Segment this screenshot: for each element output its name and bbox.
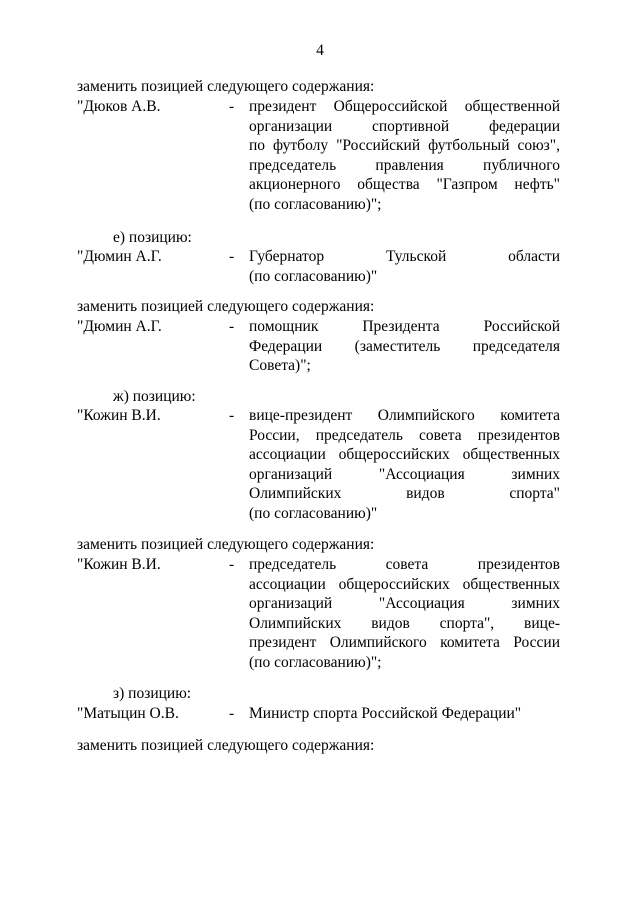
member-position: [249, 97, 560, 215]
position-line: организации спортивной федерации: [249, 117, 560, 135]
member-position: [249, 555, 560, 673]
position-line: Олимпийских видов спорта": [249, 485, 560, 503]
position-label: е) позицию:: [113, 229, 192, 246]
replace-instruction: заменить позицией следующего содержания:: [77, 536, 375, 553]
position-line: по футболу "Российский футбольный союз",: [249, 137, 560, 155]
position-line: председатель совета президентов: [249, 556, 560, 573]
member-name: "Кожин В.И.: [77, 407, 161, 424]
position-line: президент Общероссийской общественной: [249, 98, 560, 115]
position-line: организаций "Ассоциация зимних: [249, 465, 560, 483]
member-name: "Матыцин О.В.: [77, 705, 179, 722]
position-line: России, председатель совета президентов: [249, 426, 560, 444]
position-line: Федерации (заместитель председателя: [249, 337, 560, 355]
position-line: (по согласованию)": [249, 504, 378, 522]
position-line: Совета)";: [249, 357, 311, 375]
member-name: "Дюков А.В.: [77, 98, 161, 115]
entry-dash: -: [229, 248, 235, 265]
position-line: организаций "Ассоциация зимних: [249, 595, 560, 613]
position-line: вице-президент Олимпийского комитета: [249, 407, 560, 424]
member-name: "Дюмин А.Г.: [77, 248, 162, 265]
position-line: Министр спорта Российской Федерации": [249, 705, 522, 722]
position-line: помощник Президента Российской: [249, 318, 560, 335]
entry-dash: -: [229, 407, 235, 424]
position-line: ассоциации общероссийских общественных: [249, 446, 560, 464]
position-line: (по согласованию)";: [249, 653, 382, 671]
member-name: "Дюмин А.Г.: [77, 318, 162, 335]
position-label: з) позицию:: [113, 685, 192, 702]
position-label: ж) позицию:: [113, 388, 196, 405]
replace-instruction: заменить позицией следующего содержания:: [77, 78, 375, 95]
position-line: председатель правления публичного: [249, 156, 560, 174]
replace-instruction: заменить позицией следующего содержания:: [77, 298, 375, 315]
entry-dash: -: [229, 318, 235, 335]
member-name: "Кожин В.И.: [77, 556, 161, 573]
member-position: [249, 704, 560, 724]
member-position: [249, 406, 560, 524]
entry-dash: -: [229, 556, 235, 573]
page-number: 4: [316, 42, 324, 59]
position-line: (по согласованию)": [249, 267, 378, 285]
replace-instruction: заменить позицией следующего содержания:: [77, 737, 375, 754]
entry-dash: -: [229, 98, 235, 115]
position-line: ассоциации общероссийских общественных: [249, 575, 560, 593]
member-position: [249, 247, 560, 286]
entry-dash: -: [229, 705, 235, 722]
member-position: [249, 317, 560, 376]
position-line: Олимпийских видов спорта", вице-: [249, 614, 560, 632]
position-line: Губернатор Тульской области: [249, 248, 560, 265]
position-line: президент Олимпийского комитета России: [249, 634, 560, 652]
position-line: акционерного общества "Газпром нефть": [249, 176, 560, 194]
position-line: (по согласованию)";: [249, 195, 382, 213]
